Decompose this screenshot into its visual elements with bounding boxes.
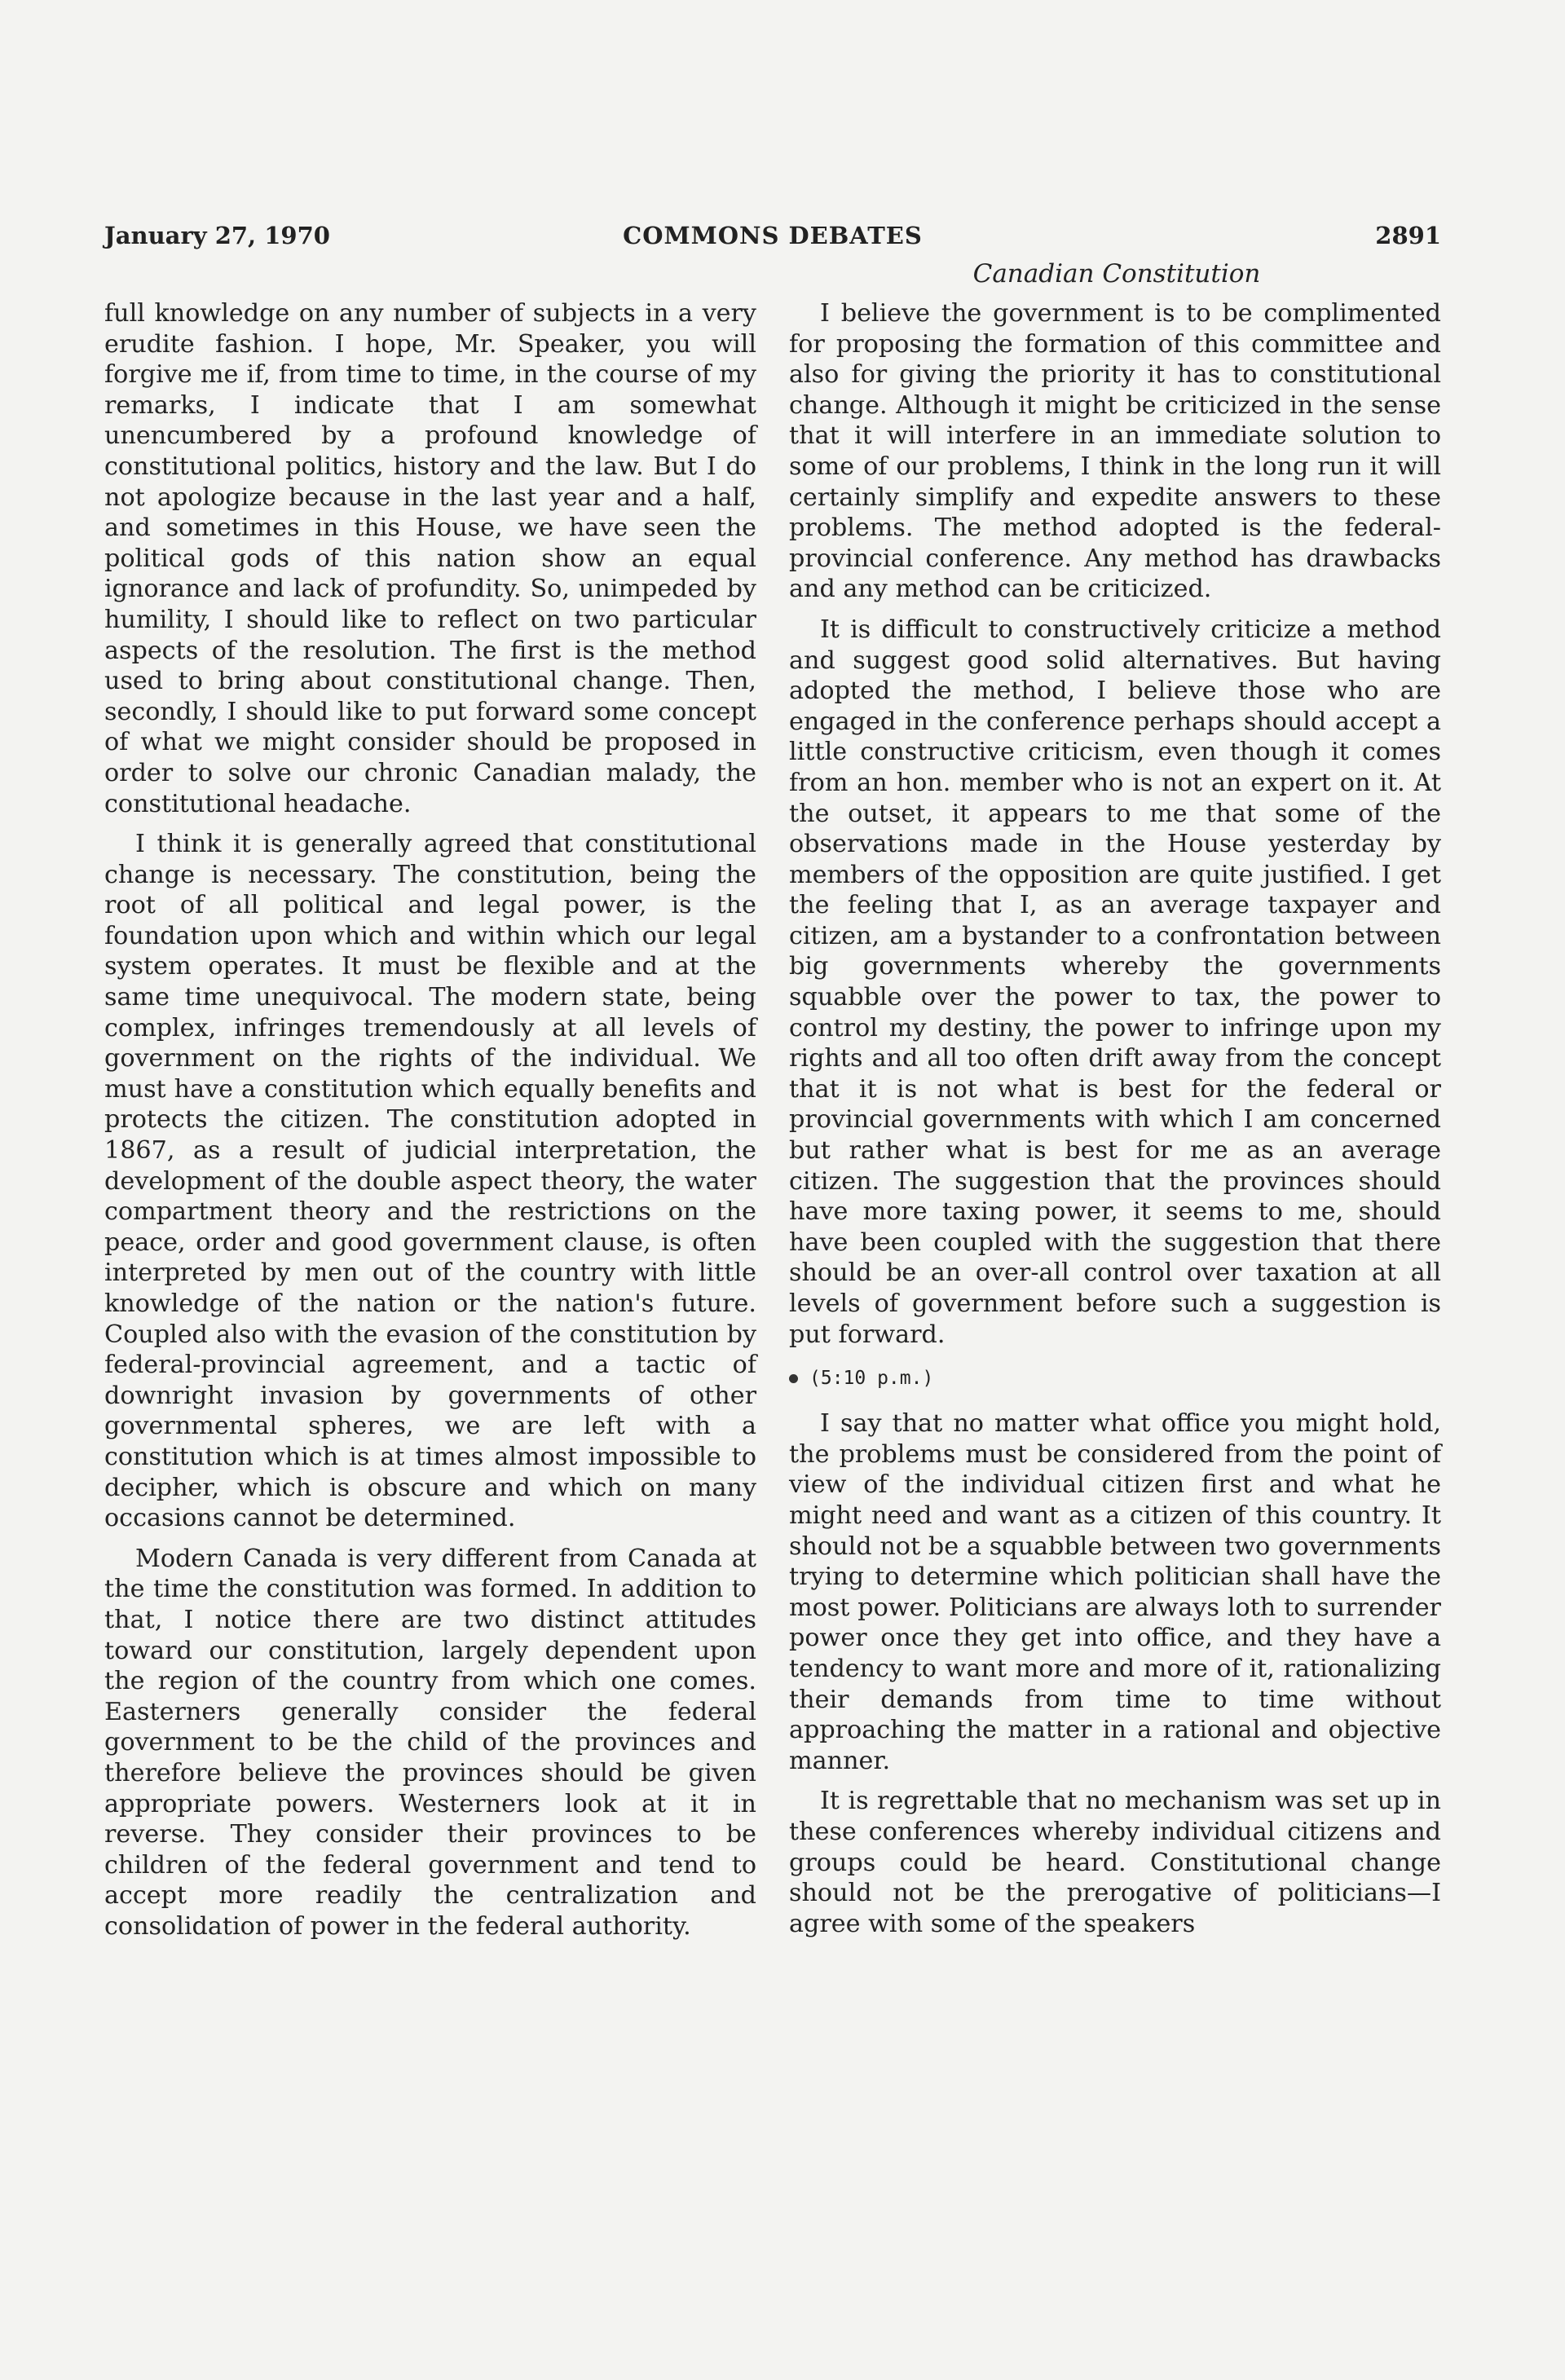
paragraph: It is difficult to constructively criticize a method and suggest good solid alternatives. But having adopted the method, I believe those who are engaged in the conference perhaps should accept a little constructive criticism, even though it comes from an hon. member who is not an expert on it. At the outset, it appears to me that some of the observations made in the House yesterday by members of the opposition are quite justified. I get the feeling that I, as an average taxpayer and citizen, am a bystander to a confrontation between big governments whereby the governments squabble over the power to tax, the power to control my destiny, the power to infringe upon my rights and all too often drift away from the concept that it is not what is best for the federal or provincial governments with which I am concerned but rather what is best for me as an average citizen. The suggestion that the provinces should have more taxing power, it seems to me, should have been coupled with the suggestion that there should be an over-all control over taxation at all levels of government before such a suggestion is put forward.: [789, 615, 1441, 1349]
left-column: [104, 298, 756, 1951]
page-number: 2891: [1375, 222, 1441, 249]
paragraph: full knowledge on any number of subjects in a very erudite fashion. I hope, Mr. Speaker, you will forgive me if, from time to time, in the course of my remarks, I indicate that I am somewhat unencumbered by a profound knowledge of constitutional politics, history and the law. But I do not apologize because in the last year and a half, and sometimes in this House, we have seen the political gods of this nation show an equal ignorance and lack of profundity. So, unimpeded by humility, I should like to reflect on two particular aspects of the resolution. The first is the method used to bring about constitutional change. Then, secondly, I should like to put forward some concept of what we might consider should be proposed in order to solve our chronic Canadian malady, the constitutional headache.: [104, 299, 756, 818]
time-marker: [789, 1364, 1441, 1392]
paragraph: I believe the government is to be complimented for proposing the formation of this committee and also for giving the priority it has to constitutional change. Although it might be criticized in the sense that it will interfere in an immediate solution to some of our problems, I think in the long run it will certainly simplify and expedite answers to these problems. The method adopted is the federal-provincial conference. Any method has drawbacks and any method can be criticized.: [789, 299, 1441, 604]
bullet-icon: [789, 1374, 798, 1383]
header-title: COMMONS DEBATES: [623, 222, 923, 249]
header-date: January 27, 1970: [104, 222, 330, 249]
time-marker-text: (5:10 p.m.): [809, 1368, 934, 1390]
paragraph: I say that no matter what office you might hold, the problems must be considered from the point of view of the individual citizen first and what he might need and want as a citizen of this country. It should not be a squabble between two governments trying to determine which politician shall have the most power. Politicians are always loth to surrender power once they get into office, and they have a tendency to want more and more of it, rationalizing their demands from time to time without approaching the matter in a rational and objective manner.: [789, 1409, 1441, 1775]
right-column: [789, 298, 1441, 1949]
page-header: [104, 222, 1441, 254]
section-title: Canadian Constitution: [972, 259, 1261, 289]
paragraph: It is regrettable that no mechanism was set up in these conferences whereby individual citizens and groups could be heard. Constitutional change should not be the prerogative of politicians—I agree with some of the speakers: [789, 1787, 1441, 1938]
paragraph: I think it is generally agreed that constitutional change is necessary. The constitution, being the root of all political and legal power, is the foundation upon which and within which our legal system operates. It must be flexible and at the same time unequivocal. The modern state, being complex, infringes tremendously at all levels of government on the rights of the individual. We must have a constitution which equally benefits and protects the citizen. The constitution adopted in 1867, as a result of judicial interpretation, the development of the double aspect theory, the water compartment theory and the restrictions on the peace, order and good government clause, is often interpreted by men out of the country with little knowledge of the nation or the nation's future. Coupled also with the evasion of the constitution by federal-provincial agreement, and a tactic of downright invasion by governments of other governmental spheres, we are left with a constitution which is at times almost impossible to decipher, which is obscure and which on many occasions cannot be determined.: [104, 830, 756, 1533]
paragraph: Modern Canada is very different from Canada at the time the constitution was formed. In addition to that, I notice there are two distinct attitudes toward our constitution, largely dependent upon the region of the country from which one comes. Easterners generally consider the federal government to be the child of the provinces and therefore believe the provinces should be given appropriate powers. Westerners look at it in reverse. They consider their provinces to be children of the federal government and tend to accept more readily the centralization and consolidation of power in the federal authority.: [104, 1544, 756, 1941]
